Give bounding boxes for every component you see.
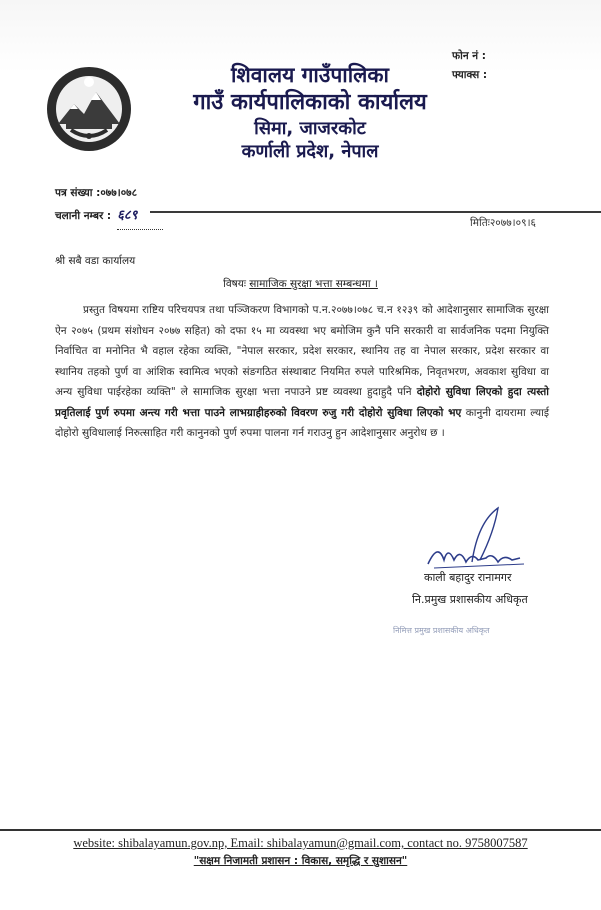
office-title: [145, 62, 475, 163]
body-part-1: प्रस्तुत विषयमा राष्टिय परिचयपत्र तथा पञ्जिकरण विभागको प.न.२०७७।०७८ च.न १२३९ को आदेशानुसार सामाजिक सुरक्षा ऐन २०७५ (प्रथम संशोधन २०७७ सहित) को दफा १५ मा व्यवस्था भए बमोजिम कुनै पनि सरकारी वा सार्वजनिक पदमा नियुक्ति निर्वाचित वा मनोनित भै वहाल रहेका व्यक्ति, "नेपाल सरकार, प्रदेश सरकार, स्थानिय तह वा नेपाल सरकार, प्रदेश सरकार वा स्थानिय तहको पुर्ण वा आंशिक स्वामित्व भएको संङगठित संस्थाबाट नियमित रुपले पारिश्रमिक, निवृतभरण, अवकाश सुविधा वा अन्य सुविधा पाईरहेका व्यक्ति" ले सामाजिक सुरक्षा भत्ता नपाउने प्रष्ट व्यवस्था हुदाहुदै पनि: [55, 304, 549, 398]
subject-label: विषयः: [223, 278, 246, 290]
phone-label: फोन नं :: [452, 50, 486, 62]
body-part-bold: दोहोरो सुविधा लिएको हुदा त्यस्तो प्रवृतिलाई पुर्ण रुपमा अन्त्य गरी भत्ता पाउने लाभग्राहीहरुको विवरण रुजु गरी दोहोरो सुविधा लिएको भए: [55, 386, 550, 419]
subject-value: सामाजिक सुरक्षा भत्ता सम्बन्धमा ।: [249, 278, 378, 290]
official-stamp: निमित्त प्रमुख प्रशासकीय अधिकृत: [393, 626, 490, 635]
province-country: कर्णाली प्रदेश, नेपाल: [241, 141, 379, 163]
letter-number-label: पत्र संख्या :: [55, 187, 101, 199]
government-emblem-icon: [44, 64, 134, 154]
subject-line: [0, 277, 601, 291]
office-name: गाउँ कार्यपालिकाको कार्यालय: [193, 89, 427, 115]
footer-divider: [0, 829, 601, 831]
contact-block: [452, 47, 487, 86]
municipality-name: शिवालय गाउँपालिका: [231, 63, 389, 87]
letter-date: मितिः२०७७।०९।६: [470, 217, 537, 229]
footer-contact-info: website: shibalayamun.gov.np, Email: shibalayamun@gmail.com, contact no. 9758007587: [73, 836, 528, 850]
reference-block: [55, 183, 163, 230]
office-location: सिमा, जाजरकोट: [254, 118, 366, 140]
body-part-3: कानुनी दायरामा ल्याई दोहोरो सुविधालाई निरुत्साहित गरी कानुनको पुर्ण रुपमा पालना गर्न गराउनु हुन आदेशानुसार अनुरोध छ ।: [55, 406, 549, 439]
fax-label: फ्याक्स :: [452, 69, 488, 82]
dispatch-number-value: ६८९: [117, 203, 163, 229]
recipient: श्री सबै वडा कार्यालय: [55, 255, 136, 267]
letter-body: [55, 300, 549, 444]
footer-motto: "सक्षम निजामती प्रशासन : विकास, समृद्धि र सुशासन": [193, 855, 408, 867]
signer-name: काली बहादुर रानामगर: [424, 571, 512, 584]
header-divider: [150, 211, 601, 213]
signer-title: नि.प्रमुख प्रशासकीय अधिकृत: [412, 593, 528, 606]
dispatch-number-label: चलानी नम्बर :: [55, 210, 112, 223]
letter-number-value: ०७७।०७८: [100, 187, 138, 199]
